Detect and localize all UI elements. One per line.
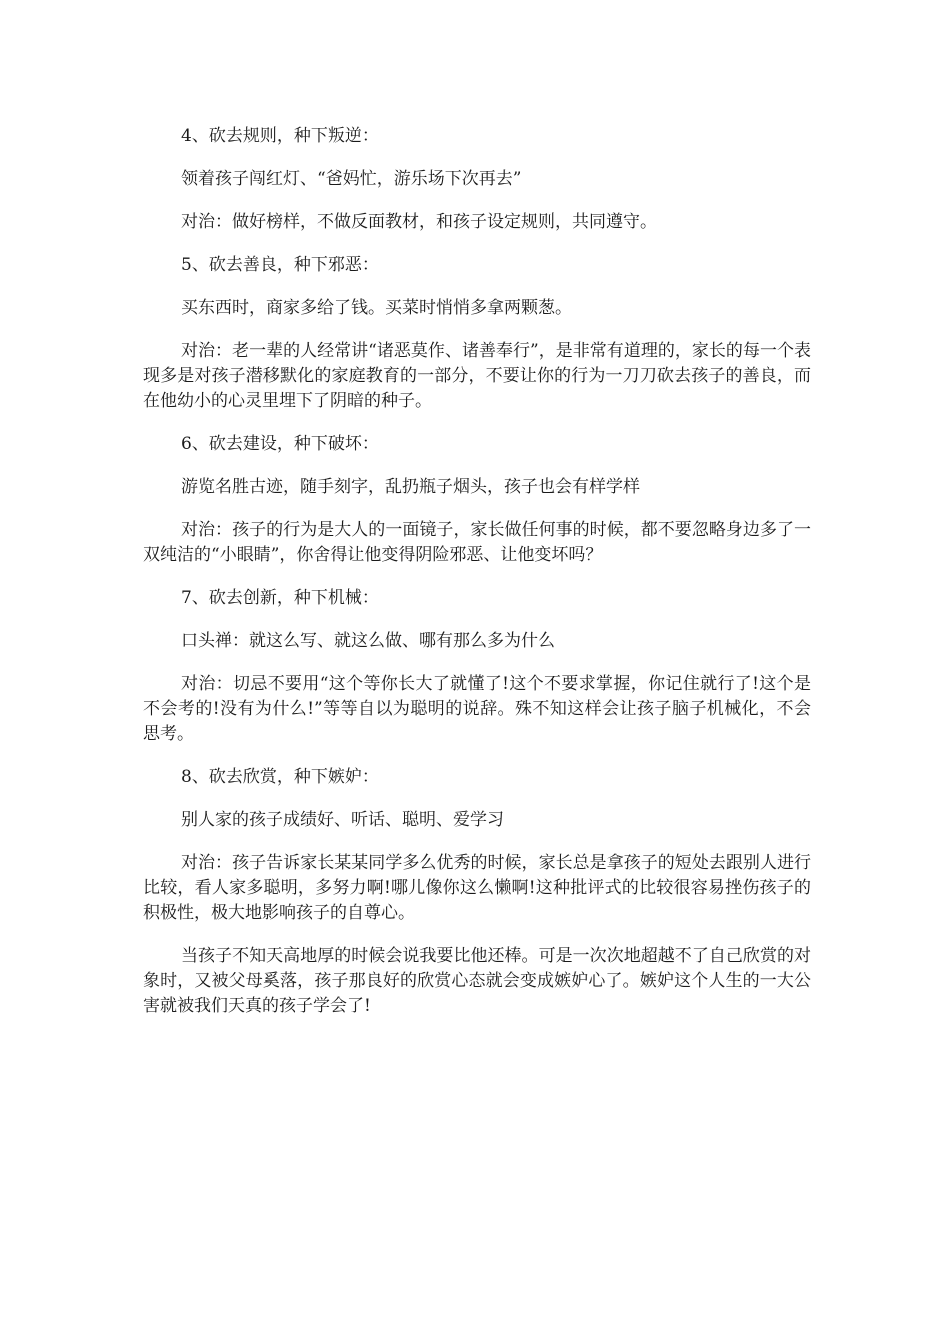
closing-paragraph: 当孩子不知天高地厚的时候会说我要比他还棒。可是一次次地超越不了自己欣赏的对象时，又被父母奚落，孩子那良好的欣赏心态就会变成嫉妒心了。嫉妒这个人生的一大公害就被我们天真的孩子学会了!: [143, 946, 811, 1016]
section-heading-7: 7、砍去创新，种下机械：: [181, 588, 379, 608]
remedy-paragraph-6: 对治：孩子的行为是大人的一面镜子，家长做任何事的时候，都不要忽略身边多了一双纯洁的“小眼睛”，你舍得让他变得阴险邪恶、让他变坏吗？: [143, 520, 811, 565]
section-heading-5: 5、砍去善良，种下邪恶：: [181, 255, 379, 275]
example-paragraph-4: 领着孩子闯红灯、“爸妈忙，游乐场下次再去”: [181, 169, 522, 189]
remedy-paragraph-8: 对治：孩子告诉家长某某同学多么优秀的时候，家长总是拿孩子的短处去跟别人进行比较，看人家多聪明，多努力啊!哪儿像你这么懒啊!这种批评式的比较很容易挫伤孩子的积极性，极大地影响孩子的自尊心。: [143, 853, 811, 923]
example-paragraph-7: 口头禅：就这么写、就这么做、哪有那么多为什么: [181, 631, 555, 651]
remedy-paragraph-4: 对治：做好榜样，不做反面教材，和孩子设定规则，共同遵守。: [181, 212, 657, 232]
example-paragraph-6: 游览名胜古迹，随手刻字，乱扔瓶子烟头，孩子也会有样学样: [181, 477, 640, 497]
example-paragraph-8: 别人家的孩子成绩好、听话、聪明、爱学习: [181, 810, 504, 830]
example-paragraph-5: 买东西时，商家多给了钱。买菜时悄悄多拿两颗葱。: [181, 298, 572, 318]
section-heading-6: 6、砍去建设，种下破坏：: [181, 434, 379, 454]
section-heading-4: 4、砍去规则，种下叛逆：: [181, 126, 379, 146]
remedy-paragraph-5: 对治：老一辈的人经常讲“诸恶莫作、诸善奉行”，是非常有道理的，家长的每一个表现多是对孩子潜移默化的家庭教育的一部分，不要让你的行为一刀刀砍去孩子的善良，而在他幼小的心灵里埋下了阴暗的种子。: [143, 341, 811, 411]
document-body: [143, 124, 811, 1037]
remedy-paragraph-7: 对治：切忌不要用“这个等你长大了就懂了!这个不要求掌握，你记住就行了!这个是不会考的!没有为什么!”等等自以为聪明的说辞。殊不知这样会让孩子脑子机械化，不会思考。: [143, 674, 811, 744]
section-heading-8: 8、砍去欣赏，种下嫉妒：: [181, 767, 379, 787]
